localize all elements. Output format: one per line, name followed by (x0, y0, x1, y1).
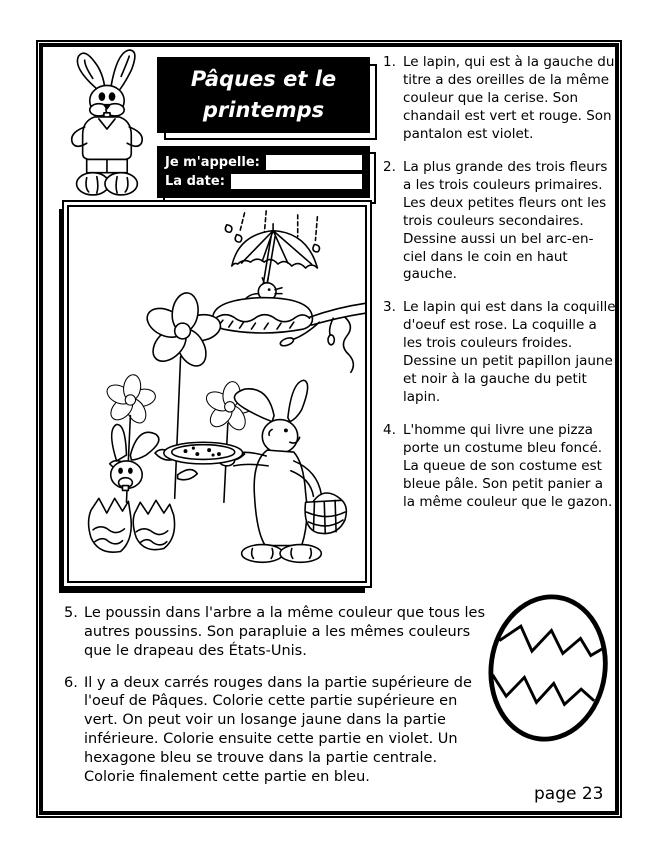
worm-string-icon (343, 317, 353, 372)
name-label: Je m'appelle: (165, 155, 260, 170)
item-number: 3. (383, 299, 396, 316)
instructions-column (383, 54, 616, 527)
instruction-item-4 (383, 422, 616, 512)
item-number: 1. (383, 54, 396, 70)
name-date-box (157, 146, 370, 198)
item-number: 4. (383, 422, 396, 439)
page-number: page 23 (534, 784, 604, 804)
item-text: L'homme qui livre une pizza porte un costume bleu foncé. La queue de son costume est bleue pâle. Son petit panier a la même couleur que le gazon. (403, 422, 613, 510)
date-input[interactable] (231, 174, 362, 189)
instruction-item-3 (383, 299, 616, 407)
item-text: Le lapin qui est dans la coquille d'oeuf est rose. La coquille a les trois couleurs froides. Dessine un petit papillon jaune et noir à la gauche du petit lapin. (403, 299, 616, 406)
chick-in-nest-icon (213, 278, 313, 333)
title-line-2: printemps (202, 98, 325, 122)
instruction-item-6 (64, 674, 486, 787)
item-text: La plus grande des trois fleurs a les trois couleurs primaires. Les deux petites fleurs ont les trois couleurs secondaires. Dessine aussi un bel arc-en-ciel dans le coin en haut gauche. (403, 158, 608, 283)
instruction-item-2 (383, 159, 616, 285)
pizza-icon (164, 442, 243, 464)
instruction-item-1 (383, 54, 616, 144)
basket-icon (305, 493, 346, 534)
item-number: 5. (64, 605, 78, 621)
standing-bunny-illustration (54, 48, 166, 200)
item-number: 2. (383, 158, 396, 175)
name-input[interactable] (266, 155, 362, 170)
item-text: Il y a deux carrés rouges dans la partie supérieure de l'oeuf de Pâques. Colorie cette partie supérieure en vert. On peut voir un losange jaune dans la partie inférieure. Colorie ensuite cette partie en violet. Un hexagone bleu se trouve dans la partie centrale. Colorie finalement cette partie en bleu. (84, 674, 472, 785)
item-text: Le poussin dans l'arbre a la même couleur que tous les autres poussins. Son parapluie a les mêmes couleurs que le drapeau des États-Unis. (84, 605, 486, 659)
title-line-1: Pâques et le (190, 66, 337, 91)
instruction-item-5 (64, 604, 486, 661)
worksheet-title (157, 57, 370, 133)
bunny-in-egg-icon (89, 424, 175, 552)
instructions-bottom (64, 604, 486, 800)
item-number: 6. (64, 674, 78, 691)
coloring-scene-frame (62, 200, 372, 588)
item-text: Le lapin, qui est à la gauche du titre a des oreilles de la même couleur que la cerise. Son chandail est vert et rouge. Son pantalon est violet. (403, 54, 615, 142)
easter-egg-illustration (477, 586, 625, 750)
coloring-scene-illustration (69, 207, 365, 581)
date-label: La date: (165, 174, 225, 189)
